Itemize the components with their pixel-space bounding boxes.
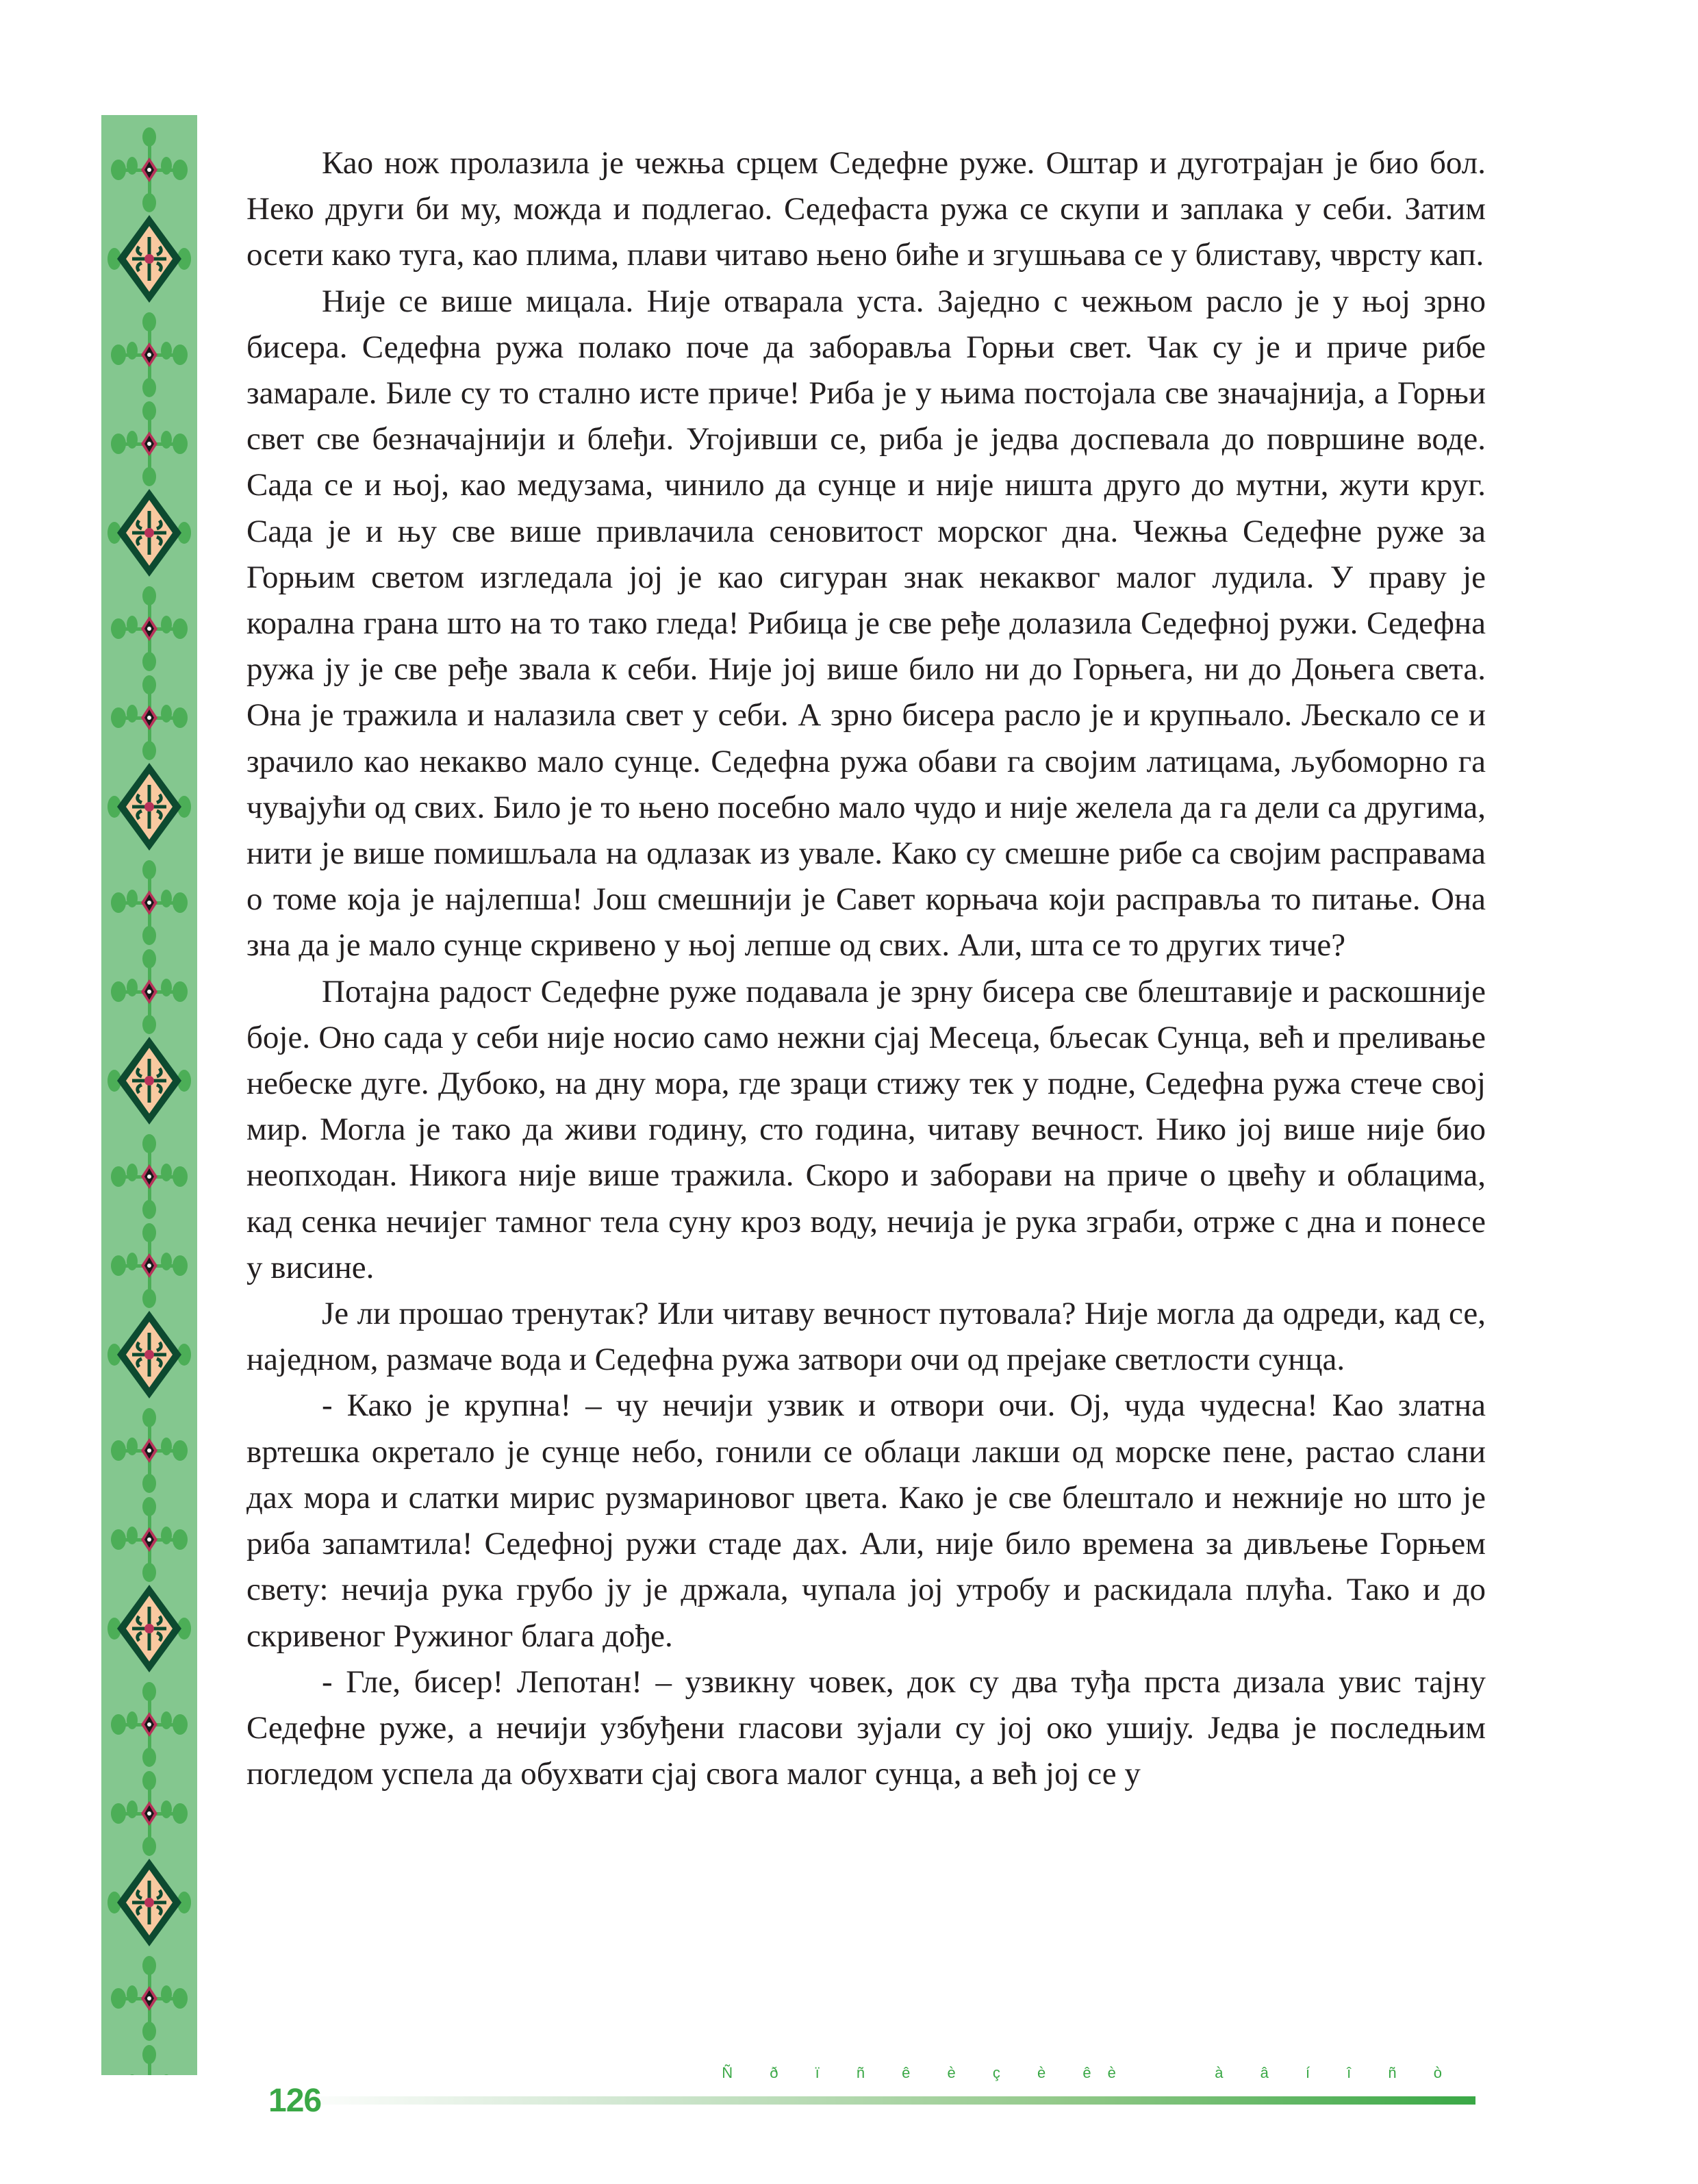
folk-embroidery-small-motif-icon bbox=[105, 2039, 194, 2075]
page-number: 126 bbox=[268, 2083, 322, 2119]
folk-embroidery-diamond-icon bbox=[105, 759, 194, 855]
folk-embroidery-diamond-icon bbox=[105, 485, 194, 581]
ornament-motif bbox=[101, 1033, 197, 1129]
ornament-motif bbox=[101, 307, 197, 403]
folk-embroidery-small-motif-icon bbox=[105, 1129, 194, 1225]
folk-embroidery-small-motif-icon bbox=[105, 581, 194, 677]
ornament-motif bbox=[101, 1307, 197, 1403]
ornament-motif bbox=[101, 1950, 197, 2046]
folk-embroidery-diamond-icon bbox=[105, 1307, 194, 1403]
ornament-motif bbox=[101, 581, 197, 677]
folk-embroidery-small-motif-icon bbox=[105, 944, 194, 1040]
paragraph: Као нож пролазила је чежња срцем Седефне руже. Оштар и дуготрајан је био бол. Неко други би му, можда и подлегао. Седефаста ружа се скупи и заплака у себи. Затим осети како туга, као плима, плави читаво њено биће и згушњава се у блиставу, чврсту кап. bbox=[246, 145, 1486, 273]
story-text bbox=[246, 140, 1486, 1797]
folk-embroidery-diamond-icon bbox=[105, 1855, 194, 1950]
ornament-motif bbox=[101, 396, 197, 492]
folk-embroidery-small-motif-icon bbox=[105, 1766, 194, 1861]
folk-embroidery-diamond-icon bbox=[105, 1581, 194, 1677]
ornament-motif bbox=[101, 759, 197, 855]
ornament-motif bbox=[101, 1677, 197, 1772]
ornament-motif bbox=[101, 1492, 197, 1587]
ornament-motif bbox=[101, 1855, 197, 1950]
folk-embroidery-diamond-icon bbox=[105, 211, 194, 307]
folk-embroidery-small-motif-icon bbox=[105, 1218, 194, 1314]
footer-gradient-bar bbox=[288, 2096, 1475, 2105]
ornament-motif bbox=[101, 1766, 197, 1861]
paragraph: Је ли прошао тренутак? Или читаву вечност путовала? Није могла да одреди, кад се, наједном, размаче вода и Седефна ружа затвори очи од прејаке светлости сунца. bbox=[246, 1296, 1486, 1378]
folk-embroidery-small-motif-icon bbox=[105, 122, 194, 218]
page-footer bbox=[260, 2061, 1479, 2130]
folk-embroidery-small-motif-icon bbox=[105, 855, 194, 951]
ornament-motif bbox=[101, 211, 197, 307]
ornament-motif bbox=[101, 122, 197, 218]
folk-embroidery-diamond-icon bbox=[105, 1033, 194, 1129]
ornament-motif bbox=[101, 670, 197, 766]
ornament-motif bbox=[101, 1403, 197, 1498]
decorative-ornament-strip bbox=[101, 115, 197, 2075]
folk-embroidery-small-motif-icon bbox=[105, 396, 194, 492]
paragraph: - Како је крупна! – чу нечији узвик и отвори очи. Ој, чуда чудесна! Као златна вртешка окретало је сунце небо, гонили се облаци лакши од морске пене, растао слани дах мора и слатки мирис рузмариновог цвета. Како је све блештало и нежније но што је риба запамтила! Седефној ружи стаде дах. Али, није било времена за дивљење Горњем свету: нечија рука грубо ју је држала, чупала јој утробу и раскидала плућа. Тако и до скривеног Ружиног блага дође. bbox=[246, 1388, 1486, 1654]
folk-embroidery-small-motif-icon bbox=[105, 307, 194, 403]
folk-embroidery-small-motif-icon bbox=[105, 670, 194, 766]
ornament-motif bbox=[101, 1581, 197, 1677]
paragraph: Потајна радост Седефне руже подавала је зрну бисера све блештавије и раскошније боје. Оно сада у себи није носио само нежни сјај Месеца, бљесак Сунца, већ и преливање небеске дуге. Дубоко, на дну мора, где зраци стижу тек у подне, Седефна ружа стече свој мир. Могла је тако да живи годину, сто година, читаву вечност. Нико јој више није био неопходан. Никога није више тражила. Скоро и заборави на приче о цвећу и облацима, кад сенка нечијег тамног тела суну кроз воду, нечија је рука зграби, отрже с дна и понесе у висине. bbox=[246, 973, 1486, 1285]
ornament-motif bbox=[101, 2039, 197, 2075]
folk-embroidery-small-motif-icon bbox=[105, 1403, 194, 1498]
ornament-motif bbox=[101, 944, 197, 1040]
paragraph: - Гле, бисер! Лепотан! – узвикну човек, док су два туђа прста дизала увис тајну Седефне руже, а нечији узбуђени гласови зујали су јој око ушију. Једва је последњим погледом успела да обухвати сјај свога малог сунца, а већ јој се у bbox=[246, 1664, 1486, 1792]
paragraph: Није се више мицала. Није отварала уста. Заједно с чежњом расло је у њој зрно бисера. Седефна ружа полако поче да заборавља Горњи свет. Чак су је и приче рибе замарале. Биле су то стално исте приче! Риба је у њима постојала све значајнија, а Горњи свет све безначајнији и блеђи. Угојивши се, риба је једва доспевала до површине воде. Сада се и њој, као медузама, чинило да сунце и није ништа друго до мутни, жути круг. Сада је и њу све више привлачила сеновитост морског дна. Чежња Седефне руже за Горњим светом изгледала јој је као сигуран знак некаквог малог лудила. У праву је корална грана што на то тако гледа! Рибица је све ређе долазила Седефној ружи. Седефна ружа ју је све ређе звала к себи. Није јој више било ни до Горњега, ни до Доњега света. Она је тражила и налазила свет у себи. А зрно бисера расло је и крупњало. Љескало се и зрачило као некакво мало сунце. Седефна ружа обави га својим латицама, љубоморно га чувајући од свих. Било је то њено посебно мало чудо и није желела да га дели са другима, нити је више помишљала на одлазак из увале. Како су смешне рибе са својим расправама о томе која је најлепша! Још смешнији је Савет корњача који расправља то питање. Она зна да је мало сунце скривено у њој лепше од свих. Али, шта се то других тиче? bbox=[246, 283, 1486, 964]
ornament-motif bbox=[101, 1129, 197, 1225]
folk-embroidery-small-motif-icon bbox=[105, 1492, 194, 1587]
ornament-motif bbox=[101, 485, 197, 581]
folk-embroidery-small-motif-icon bbox=[105, 1950, 194, 2046]
ornament-motif bbox=[101, 1218, 197, 1314]
folk-embroidery-small-motif-icon bbox=[105, 1677, 194, 1772]
ornament-motif bbox=[101, 855, 197, 951]
running-header: Ñ ð ï ñ ê è ç è êè à â í î ñ ò bbox=[722, 2064, 1458, 2081]
